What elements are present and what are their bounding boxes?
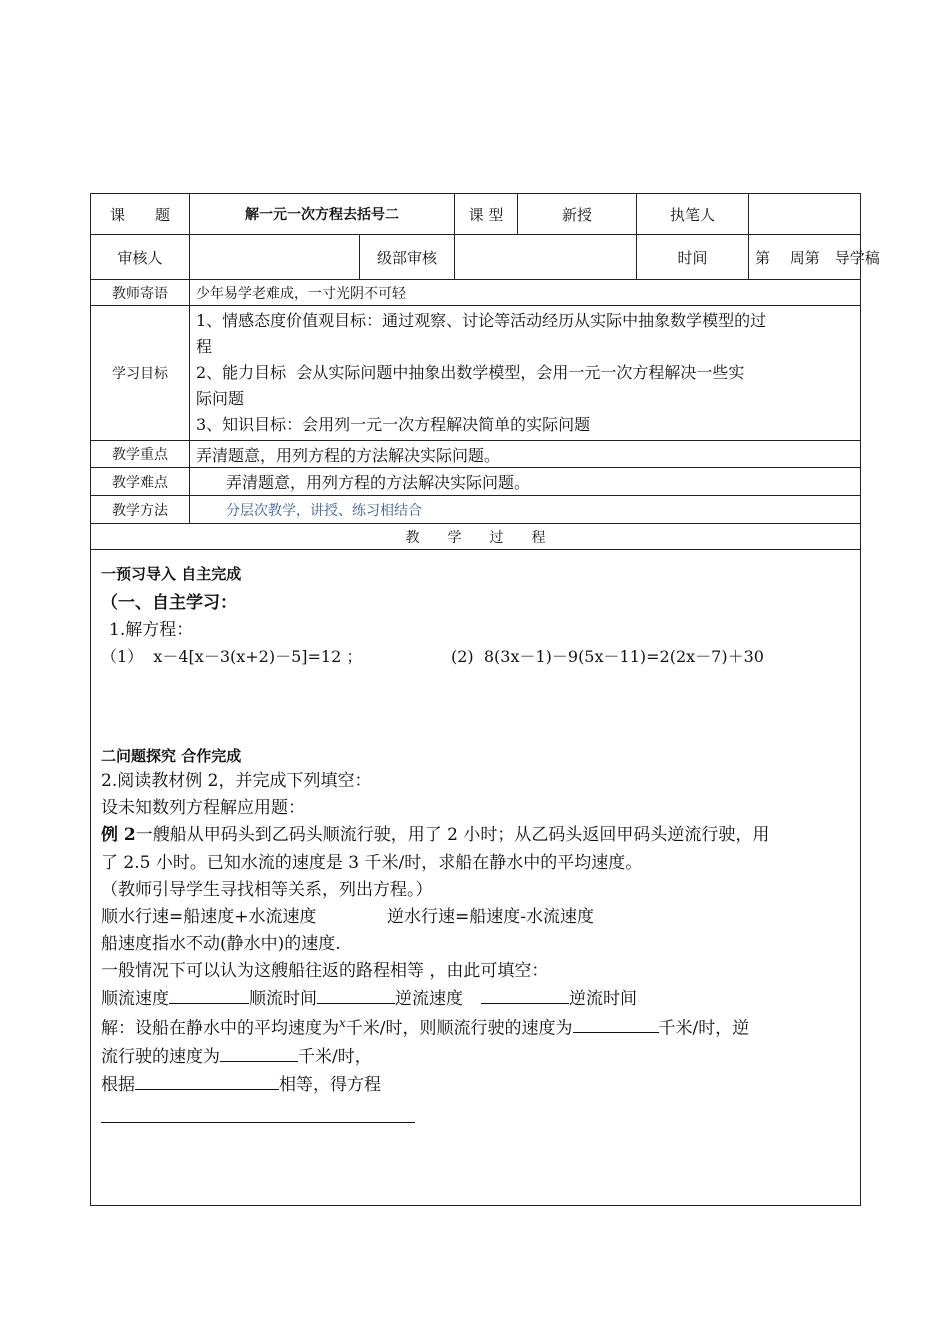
basis-text-b: 相等，得方程	[279, 1074, 381, 1095]
goal-line-2: 程	[196, 337, 213, 356]
course-title: 解一元一次方程去括号二	[190, 194, 455, 235]
question-2: 2.阅读教材例 2，并完成下列填空：	[101, 770, 372, 791]
solution-downstream-blank[interactable]	[573, 1014, 659, 1033]
solution-variable: x	[339, 1015, 346, 1030]
example-text-2: 了 2.5 小时。已知水流的速度是 3 千米/时，求船在静水中的平均速度。	[101, 852, 643, 873]
goal-line-3: 2、能力目标 会从实际问题中抽象出数学模型，会用一元一次方程解决一些实	[196, 363, 745, 382]
fill-up-time-label: 逆流时间	[569, 989, 637, 1010]
fill-down-time-blank[interactable]	[317, 985, 395, 1004]
solution-text-c: 千米/时，逆	[658, 1018, 750, 1039]
dept-review-value	[455, 235, 637, 280]
goal-line-5: 3、知识目标：会用列一元一次方程解决简单的实际问题	[196, 415, 591, 434]
method-value: 分层次教学，讲授、练习相结合	[190, 496, 861, 524]
time-label: 时间	[637, 235, 749, 280]
solution-upstream-blank[interactable]	[220, 1043, 298, 1062]
fill-up-speed-blank[interactable]	[481, 985, 569, 1004]
example-label: 例 2	[101, 825, 136, 846]
difficulty-label: 教学难点	[91, 468, 190, 496]
section-2-title: 二问题探究 合作完成	[101, 746, 242, 765]
formula-upstream: 逆水行速=船速度-水流速度	[387, 906, 594, 927]
equation-2: (2) 8(3x－1)－9(5x－11)=2(2x－7)＋30	[451, 647, 764, 667]
solution-line-2	[101, 1043, 852, 1071]
equation-answer-line[interactable]	[101, 1105, 852, 1132]
solution-text-d: 流行驶的速度为	[101, 1046, 220, 1067]
example-text-1: 一艘船从甲码头到乙码头顺流行驶，用了 2 小时；从乙码头返回甲码头逆流行驶，用	[135, 825, 770, 846]
goal-line-4: 际问题	[196, 389, 245, 408]
question-2-subtitle: 设未知数列方程解应用题：	[101, 798, 305, 819]
solution-line-1	[101, 1014, 852, 1043]
equation-1: （1） x－4[x－3(x+2)－5]=12 ；	[101, 647, 363, 667]
process-body	[91, 550, 861, 1206]
fill-row	[101, 985, 852, 1013]
dept-review-label: 级部审核	[360, 235, 455, 280]
solution-text-a: 解：设船在静水中的平均速度为	[101, 1018, 339, 1039]
type-label: 课 型	[455, 194, 518, 235]
goals-label: 学习目标	[91, 306, 190, 441]
difficulty-value: 弄清题意，用列方程的方法解决实际问题。	[190, 468, 861, 496]
key-label: 教学重点	[91, 441, 190, 468]
goals-list	[190, 306, 861, 441]
teacher-guide: （教师引导学生寻找相等关系，列出方程。）	[101, 879, 433, 900]
fill-up-speed-label: 逆流速度	[395, 989, 463, 1010]
goal-line-1: 1、情感态度价值观目标：通过观察、讨论等活动经历从实际中抽象数学模型的过	[196, 311, 767, 330]
lesson-plan-table	[90, 193, 880, 1206]
solution-text-b: 千米/时，则顺流行驶的速度为	[345, 1018, 573, 1039]
still-water-note: 船速度指水不动(静水中)的速度.	[101, 934, 341, 955]
reviewer-label: 审核人	[91, 235, 190, 280]
fill-down-speed-label: 顺流速度	[101, 989, 169, 1010]
example-line-1	[101, 822, 852, 849]
equations-row	[101, 644, 852, 670]
solution-text-e: 千米/时，	[298, 1046, 372, 1067]
course-label: 课 题	[91, 194, 190, 235]
basis-text-a: 根据	[101, 1074, 135, 1095]
process-heading: 教 学 过 程	[91, 524, 861, 550]
motto-label: 教师寄语	[91, 280, 190, 306]
key-value: 弄清题意，用列方程的方法解决实际问题。	[190, 441, 861, 468]
reviewer-value	[190, 235, 360, 280]
author-value	[749, 194, 861, 235]
fill-down-speed-blank[interactable]	[169, 985, 249, 1004]
author-label: 执笔人	[637, 194, 749, 235]
fill-down-time-label: 顺流时间	[249, 989, 317, 1010]
formula-row	[101, 904, 852, 931]
basis-blank[interactable]	[135, 1071, 279, 1090]
time-value: 第 周第 导学稿	[749, 235, 861, 280]
question-1: 1.解方程：	[109, 620, 194, 641]
general-note: 一般情况下可以认为这艘船往返的路程相等 ，由此可填空：	[101, 961, 549, 982]
motto-value: 少年易学老难成，一寸光阴不可轻	[190, 280, 861, 306]
section-1-subtitle: （一、自主学习：	[101, 593, 237, 613]
section-1-title: 一预习导入 自主完成	[101, 565, 242, 583]
basis-line	[101, 1071, 852, 1099]
formula-downstream: 顺水行速=船速度+水流速度	[101, 906, 317, 927]
type-value: 新授	[518, 194, 637, 235]
method-label: 教学方法	[91, 496, 190, 524]
